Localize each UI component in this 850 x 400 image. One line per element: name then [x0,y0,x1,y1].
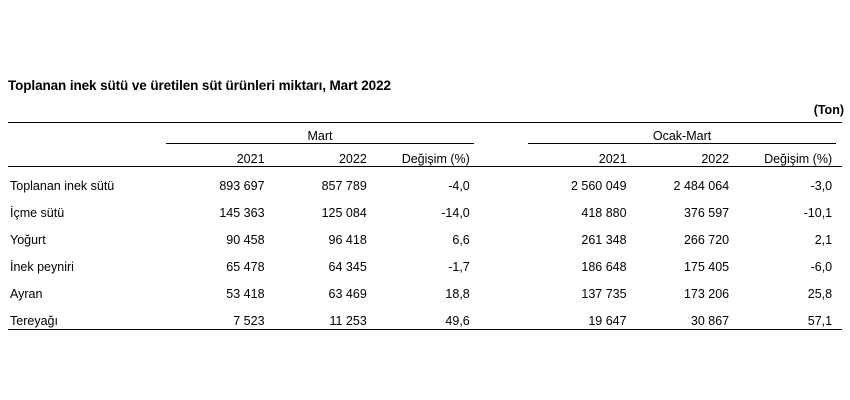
row-label: Yoğurt [10,233,46,247]
row-label: İnek peyniri [10,260,74,274]
cell-ocakmart-2021: 261 348 [581,233,627,247]
cell-ocakmart-2021: 19 647 [588,314,627,328]
cell-spacer [474,302,528,330]
cell-ocakmart-2021: 418 880 [581,206,627,220]
table-row [8,167,842,194]
cell-mart-change: -1,7 [448,260,470,274]
cell-mart-change: 49,6 [445,314,470,328]
cell-ocakmart-2022: 173 206 [683,287,730,301]
cell-mart-2022: 125 084 [321,206,367,220]
cell-mart-2021: 65 478 [226,260,265,274]
table-body [8,167,842,357]
cell-tail [836,194,842,221]
sub-header-tail [836,144,842,167]
cell-mart-2021: 90 458 [226,233,265,247]
sub-header-mart-2022: 2022 [338,152,367,166]
cell-tail [836,167,842,194]
cell-mart-2021: 145 363 [219,206,265,220]
cell-ocakmart-2022: 266 720 [683,233,730,247]
table-group-header-row [8,123,842,144]
sub-header-ocakmart-2022: 2022 [701,152,730,166]
cell-ocakmart-2022: 2 484 064 [673,179,730,193]
cell-mart-2022: 11 253 [329,314,367,328]
cell-mart-2022: 64 345 [328,260,367,274]
group-header-mart: Mart [166,123,473,144]
table-row [8,302,842,330]
cell-ocakmart-2022: 376 597 [683,206,730,220]
cell-ocakmart-change: 2,1 [814,233,833,247]
cell-mart-2021: 53 418 [226,287,265,301]
cell-ocakmart-2022: 30 867 [690,314,730,328]
cell-tail [836,248,842,275]
cell-tail [836,302,842,330]
cell-mart-change: 6,6 [452,233,470,247]
cell-mart-2021: 893 697 [219,179,265,193]
unit-note: (Ton) [813,103,844,117]
sub-header-spacer [474,144,528,167]
cell-ocakmart-change: 57,1 [807,314,833,328]
cell-ocakmart-change: -10,1 [803,206,833,220]
cell-spacer [474,221,528,248]
cell-ocakmart-2021: 186 648 [581,260,627,274]
cell-mart-2022: 857 789 [321,179,367,193]
cell-ocakmart-2022: 175 405 [683,260,730,274]
table-rule-bottom [8,330,842,358]
cell-spacer [474,194,528,221]
cell-spacer [474,275,528,302]
sub-header-mart-2021: 2021 [236,152,265,166]
row-label: Toplanan inek sütü [10,179,115,193]
cell-mart-2022: 63 469 [328,287,367,301]
page-title: Toplanan inek sütü ve üretilen süt ürünleri miktarı, Mart 2022 [8,78,391,93]
table-row [8,221,842,248]
table-row [8,194,842,221]
sub-header-row-label [8,144,166,167]
table-sub-header-row [8,144,842,167]
cell-tail [836,221,842,248]
row-label: İçme sütü [10,206,65,220]
row-label: Tereyağı [10,314,58,328]
sub-header-ocakmart-change: Değişim (%) [764,152,833,166]
cell-ocakmart-change: 25,8 [807,287,833,301]
cell-ocakmart-change: -6,0 [810,260,833,274]
cell-spacer [474,167,528,194]
cell-tail [836,275,842,302]
cell-mart-change: -14,0 [441,206,470,220]
cell-mart-change: -4,0 [448,179,470,193]
cell-mart-2021: 7 523 [233,314,265,328]
table-head [8,123,842,168]
cell-spacer [474,248,528,275]
table-row [8,248,842,275]
cell-mart-change: 18,8 [445,287,470,301]
row-label: Ayran [10,287,43,301]
table-row [8,275,842,302]
cell-mart-2022: 96 418 [328,233,367,247]
cell-ocakmart-2021: 137 735 [581,287,627,301]
sub-header-mart-change: Değişim (%) [401,152,470,166]
sub-header-ocakmart-2021: 2021 [598,152,627,166]
group-header-empty [8,123,166,144]
group-header-spacer [474,123,528,144]
group-header-tail [836,123,842,144]
group-header-ocak-mart: Ocak-Mart [528,123,836,144]
cell-ocakmart-2021: 2 560 049 [570,179,627,193]
cell-ocakmart-change: -3,0 [810,179,833,193]
milk-statistics-table [8,122,842,357]
